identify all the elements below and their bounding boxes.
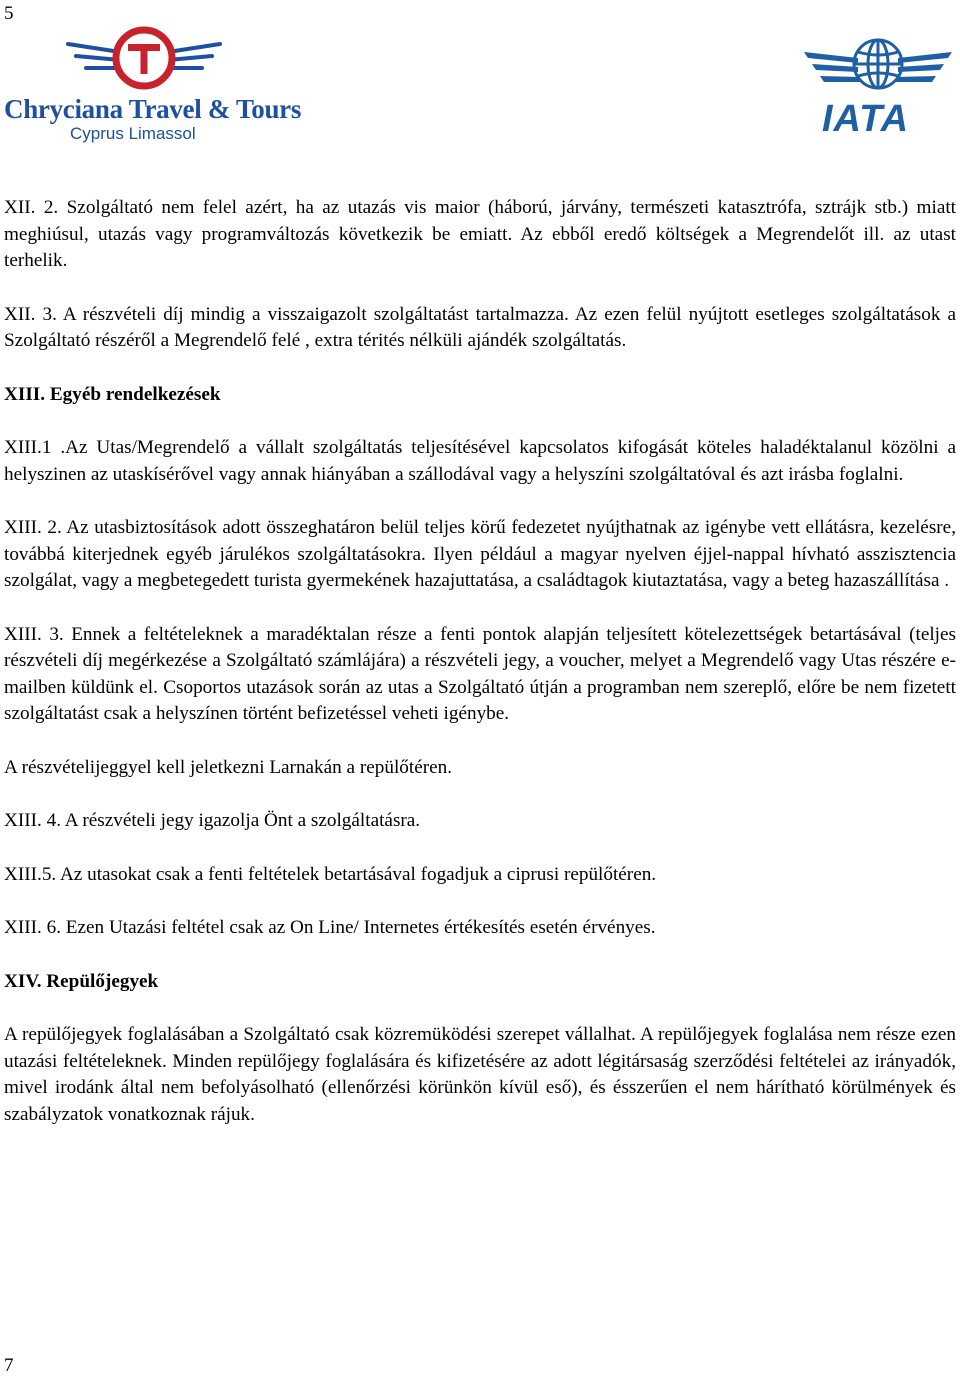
iata-wordmark: IATA bbox=[822, 98, 910, 140]
clause-xiii-2: XIII. 2. Az utasbiztosítások adott összeghatáron belül teljes körű fedezetet nyújthatnak az igénybe vett ellátásra, kezelésre, továbbá kiterjednek egyéb járulékos szolgáltatásokra. Ilyen például a magyar nyelven éjjel-nappal hívható asszisztencia szolgálat, vagy a megbetegedett turista gyermekének hazajuttatása, a családtagok kiutaztatása, vagy a beteg hazaszállítása . bbox=[4, 517, 956, 591]
iata-logo bbox=[804, 32, 952, 142]
section-heading-xiii: XIII. Egyéb rendelkezések bbox=[4, 383, 221, 405]
clause-xiii-4: XIII. 4. A részvételi jegy igazolja Önt a szolgáltatásra. bbox=[4, 810, 421, 831]
clause-xiii-3: XIII. 3. Ennek a feltételeknek a maradéktalan része a fenti pontok alapján teljesített kötelezettségek betartásával (teljes részvételi díj megérkezése a Szolgáltató számlájára) a részvételi jegy, a voucher, melyet a Megrendelő vagy Utas részére e-mailben küldünk el. Csoportos utazások során az utas a Szolgáltató útján a programban nem szereplő, előre be nem fizetett szolgáltatást csak a helyszínen történt befizetéssel veheti igénybe. bbox=[4, 623, 956, 724]
clause-xii-3: XII. 3. A részvételi díj mindig a visszaigazolt szolgáltatást tartalmazza. Az ezen felül nyújtott esetleges szolgáltatások a Szolgáltató részéről a Megrendelő felé , extra térités nélküli ajándék szolgáltatás. bbox=[4, 303, 956, 351]
clause-xiii-6: XIII. 6. Ezen Utazási feltétel csak az On Line/ Internetes értékesítés esetén érvényes. bbox=[4, 917, 656, 938]
clause-xii-2: XII. 2. Szolgáltató nem felel azért, ha az utazás vis maior (háború, járvány, természeti katasztrófa, sztrájk stb.) miatt meghiúsul, utazás vagy programváltozás következik be emiatt. Az ebből eredő költségek a Megrendelőt ill. az utast terhelik. bbox=[4, 197, 956, 271]
page-number-top: 5 bbox=[4, 3, 14, 24]
section-heading-xiv: XIV. Repülőjegyek bbox=[4, 970, 159, 992]
chryciana-logo bbox=[4, 22, 302, 144]
globe-wings-icon bbox=[804, 32, 952, 102]
brand-name: Chryciana Travel & Tours bbox=[4, 94, 302, 124]
winged-t-emblem-icon bbox=[4, 22, 279, 94]
clause-xiii-5: XIII.5. Az utasokat csak a fenti feltételek betartásával fogadjuk a ciprusi repülőtéren. bbox=[4, 863, 657, 885]
clause-xiv: A repülőjegyek foglalásában a Szolgáltató csak közremüködési szerepet vállalhat. A repülőjegyek foglalása nem része ezen utazási feltételeknek. Minden repülőjegy foglalására és kifizetésére az adott légitársaság szerződési feltételei az irányadók, mivel irodánk által nem befolyásolható (ellenőrzési körünkön kívül eső), és ésszerűen el nem hárítható körülmények és szabályzatok vonatkoznak rájuk. bbox=[4, 1024, 956, 1125]
terms-body bbox=[4, 195, 956, 1128]
clause-xiii-1: XIII.1 .Az Utas/Megrendelő a vállalt szolgáltatás teljesítésével kapcsolatos kifogását köteles haladéktalanul közölni a helyszinen az utaskísérővel vagy annak hiányában a szállodával vagy a helyszíni szolgáltatóval és azt irásba foglalni. bbox=[4, 437, 956, 485]
brand-location: Cyprus Limassol bbox=[70, 124, 196, 143]
larnaka-note: A részvételijeggyel kell jeletkezni Larnakán a repülőtéren. bbox=[4, 756, 453, 778]
page-number-bottom: 7 bbox=[4, 1355, 14, 1376]
